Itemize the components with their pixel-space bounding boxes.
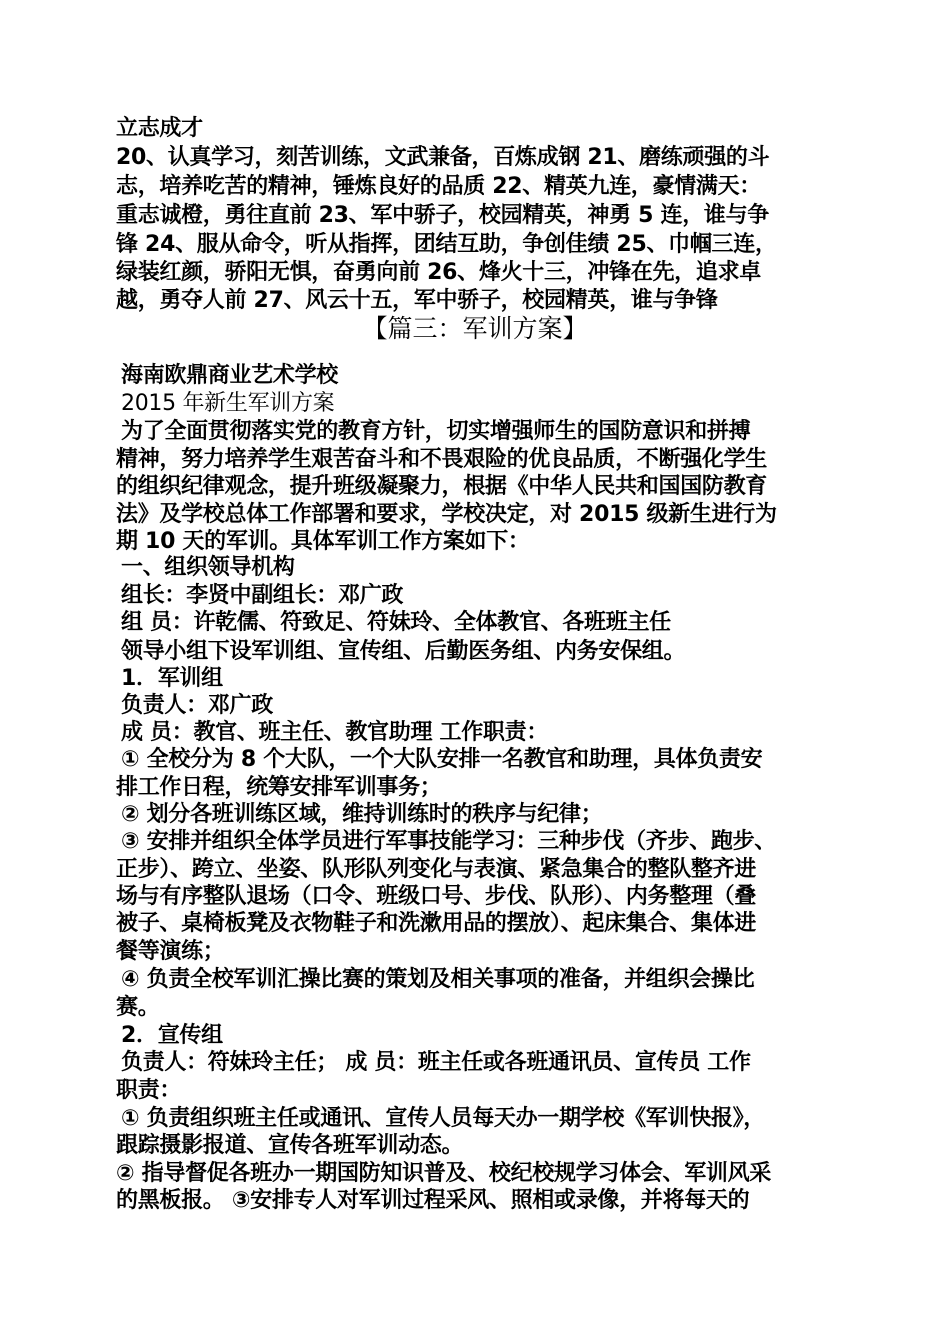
text-line: ② 划分各班训练区域，维持训练时的秩序与纪律； — [121, 802, 603, 827]
text-line: 领导小组下设军训组、宣传组、后勤医务组、内务安保组。 — [121, 639, 686, 664]
subsection-heading: 2．宣传组 — [121, 1023, 223, 1048]
text-line: ① 负责组织班主任或通讯、宣传人员每天办一期学校《军训快报》， — [121, 1106, 765, 1131]
text-line: 的黑板报。 ③安排专人对军训过程采风、照相或录像，并将每天的 — [116, 1188, 750, 1213]
text-line: ③ 安排并组织全体学员进行军事技能学习：三种步伐（齐步、跑步、 — [121, 829, 776, 854]
text-line: 期 10 天的军训。具体军训工作方案如下： — [116, 529, 530, 554]
text-line: 负责人：邓广政 — [121, 693, 273, 718]
text-line: 成 员：教官、班主任、教官助理 工作职责： — [121, 720, 549, 745]
text-line: 餐等演练； — [116, 939, 225, 964]
text-line: 组 员：许乾儒、符致足、符妹玲、全体教官、各班班主任 — [121, 610, 671, 635]
subsection-heading: 1．军训组 — [121, 666, 223, 691]
text-line: ① 全校分为 8 个大队，一个大队安排一名教官和助理，具体负责安 — [121, 747, 763, 772]
text-line: 重志诚橙，勇往直前 23、军中骄子，校园精英，神勇 5 连，谁与争 — [116, 203, 770, 228]
text-line: 法》及学校总体工作部署和要求，学校决定，对 2015 级新生进行为 — [116, 502, 777, 527]
plan-title: 2015 年新生军训方案 — [121, 391, 335, 416]
text-line: 锋 24、服从命令，听从指挥，团结互助，争创佳绩 25、巾帼三连， — [116, 232, 777, 257]
text-line: 志，培养吃苦的精神，锤炼良好的品质 22、精英九连，豪情满天： — [116, 174, 761, 199]
text-line: 绿装红颜，骄阳无惧，奋勇向前 26、烽火十三，冲锋在先，追求卓 — [116, 260, 761, 285]
text-line: ② 指导督促各班办一期国防知识普及、校纪校规学习体会、军训风采 — [116, 1161, 771, 1186]
text-line: 立志成才 — [116, 116, 203, 141]
text-line: 精神，努力培养学生艰苦奋斗和不畏艰险的优良品质，不断强化学生 — [116, 447, 768, 472]
text-line: 组长：李贤中副组长：邓广政 — [121, 583, 404, 608]
text-line: ④ 负责全校军训汇操比赛的策划及相关事项的准备，并组织会操比 — [121, 967, 755, 992]
text-line: 为了全面贯彻落实党的教育方针，切实增强师生的国防意识和拼搏 — [121, 419, 751, 444]
text-line: 场与有序整队退场（口令、班级口号、步伐、队形）、内务整理（叠 — [116, 884, 757, 909]
outline-heading: 一、组织领导机构 — [121, 555, 295, 580]
text-line: 赛。 — [116, 995, 160, 1020]
text-line: 职责： — [116, 1078, 182, 1103]
text-line: 负责人：符妹玲主任； 成 员：班主任或各班通讯员、宣传员 工作 — [121, 1050, 751, 1075]
text-line: 正步）、跨立、坐姿、队形队列变化与表演、紧急集合的整队整齐进 — [116, 857, 757, 882]
text-line: 越，勇夺人前 27、风云十五，军中骄子，校园精英，谁与争锋 — [116, 288, 718, 313]
text-line: 排工作日程，统筹安排军训事务； — [116, 775, 442, 800]
section-title: 【篇三：军训方案】 — [362, 314, 588, 343]
text-line: 的组织纪律观念，提升班级凝聚力，根据《中华人民共和国国防教育 — [116, 474, 768, 499]
school-name: 海南欧鼎商业艺术学校 — [121, 363, 339, 388]
text-line: 被子、桌椅板凳及衣物鞋子和洗漱用品的摆放）、起床集合、集体进 — [116, 911, 757, 936]
text-line: 20、认真学习，刻苦训练，文武兼备，百炼成钢 21、磨练顽强的斗 — [116, 145, 770, 170]
text-line: 跟踪摄影报道、宣传各班军训动态。 — [116, 1133, 464, 1158]
